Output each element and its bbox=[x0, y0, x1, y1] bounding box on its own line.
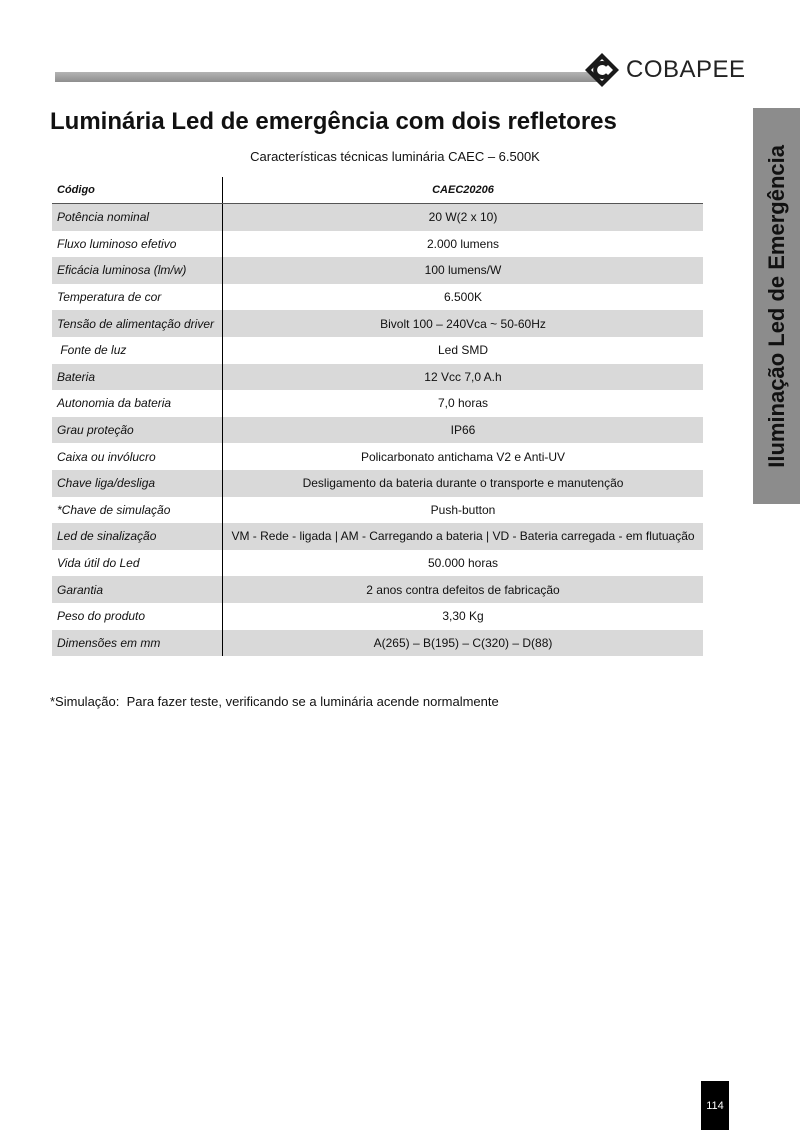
row-value: 2.000 lumens bbox=[426, 236, 500, 251]
row-label: Potência nominal bbox=[52, 204, 223, 231]
brand-name: COBAPEE bbox=[626, 56, 746, 83]
side-tab-label: Iluminação Led de Emergência bbox=[763, 144, 789, 468]
row-label: Led de sinalização bbox=[52, 523, 223, 550]
page-number: 114 bbox=[701, 1081, 729, 1130]
header-label: Código bbox=[52, 177, 223, 203]
row-value: VM - Rede - ligada | AM - Carregando a bateria | VD - Bateria carregada - em flutuação bbox=[231, 529, 695, 544]
row-label: Tensão de alimentação driver bbox=[52, 310, 223, 337]
row-value: 2 anos contra defeitos de fabricação bbox=[366, 582, 560, 597]
row-value: A(265) – B(195) – C(320) – D(88) bbox=[373, 635, 553, 650]
row-label: Garantia bbox=[52, 576, 223, 603]
row-label: *Chave de simulação bbox=[52, 497, 223, 524]
row-value: Desligamento da bateria durante o transporte e manutenção bbox=[302, 476, 624, 491]
row-value: 20 W(2 x 10) bbox=[428, 210, 498, 225]
table-row bbox=[52, 603, 703, 630]
table-row bbox=[52, 417, 703, 444]
row-value: 100 lumens/W bbox=[424, 263, 502, 278]
spec-table bbox=[52, 177, 703, 656]
row-value: Policarbonato antichama V2 e Anti-UV bbox=[360, 449, 566, 464]
cobapee-diamond-logo-icon bbox=[584, 52, 620, 88]
row-label: Caixa ou invólucro bbox=[52, 443, 223, 470]
row-label: Vida útil do Led bbox=[52, 550, 223, 577]
table-row bbox=[52, 497, 703, 524]
row-label: Fluxo luminoso efetivo bbox=[52, 231, 223, 258]
row-label: Peso do produto bbox=[52, 603, 223, 630]
row-label: Bateria bbox=[52, 364, 223, 391]
footnote: *Simulação: Para fazer teste, verificando se a luminária acende normalmente bbox=[50, 694, 499, 709]
table-header-row bbox=[52, 177, 703, 204]
table-row bbox=[52, 443, 703, 470]
row-value: Bivolt 100 – 240Vca ~ 50-60Hz bbox=[380, 316, 546, 331]
side-section-tab bbox=[753, 108, 800, 504]
table-row bbox=[52, 284, 703, 311]
row-label: Fonte de luz bbox=[52, 337, 223, 364]
row-value: 50.000 horas bbox=[427, 556, 499, 571]
table-row bbox=[52, 310, 703, 337]
table-row bbox=[52, 523, 703, 550]
row-label: Eficácia luminosa (lm/w) bbox=[52, 257, 223, 284]
row-label: Chave liga/desliga bbox=[52, 470, 223, 497]
table-row bbox=[52, 364, 703, 391]
table-row bbox=[52, 576, 703, 603]
row-value: 6.500K bbox=[443, 290, 483, 305]
table-row bbox=[52, 390, 703, 417]
table-row bbox=[52, 257, 703, 284]
table-row bbox=[52, 630, 703, 657]
row-label: Temperatura de cor bbox=[52, 284, 223, 311]
table-row bbox=[52, 337, 703, 364]
row-value: Push-button bbox=[430, 502, 496, 517]
row-label: Autonomia da bateria bbox=[52, 390, 223, 417]
row-value: 12 Vcc 7,0 A.h bbox=[424, 369, 502, 384]
brand-logo bbox=[584, 52, 746, 88]
row-value: IP66 bbox=[450, 423, 476, 438]
header-bar bbox=[55, 72, 600, 82]
row-value: 7,0 horas bbox=[437, 396, 489, 411]
table-row bbox=[52, 204, 703, 231]
table-row bbox=[52, 470, 703, 497]
page-title: Luminária Led de emergência com dois refletores bbox=[50, 108, 617, 135]
table-row bbox=[52, 550, 703, 577]
table-row bbox=[52, 231, 703, 258]
row-value: Led SMD bbox=[437, 343, 489, 358]
table-subtitle: Características técnicas luminária CAEC – 6.500K bbox=[250, 149, 540, 164]
row-label: Grau proteção bbox=[52, 417, 223, 444]
row-value: 3,30 Kg bbox=[442, 609, 484, 624]
header-value: CAEC20206 bbox=[432, 184, 494, 196]
row-label: Dimensões em mm bbox=[52, 630, 223, 657]
